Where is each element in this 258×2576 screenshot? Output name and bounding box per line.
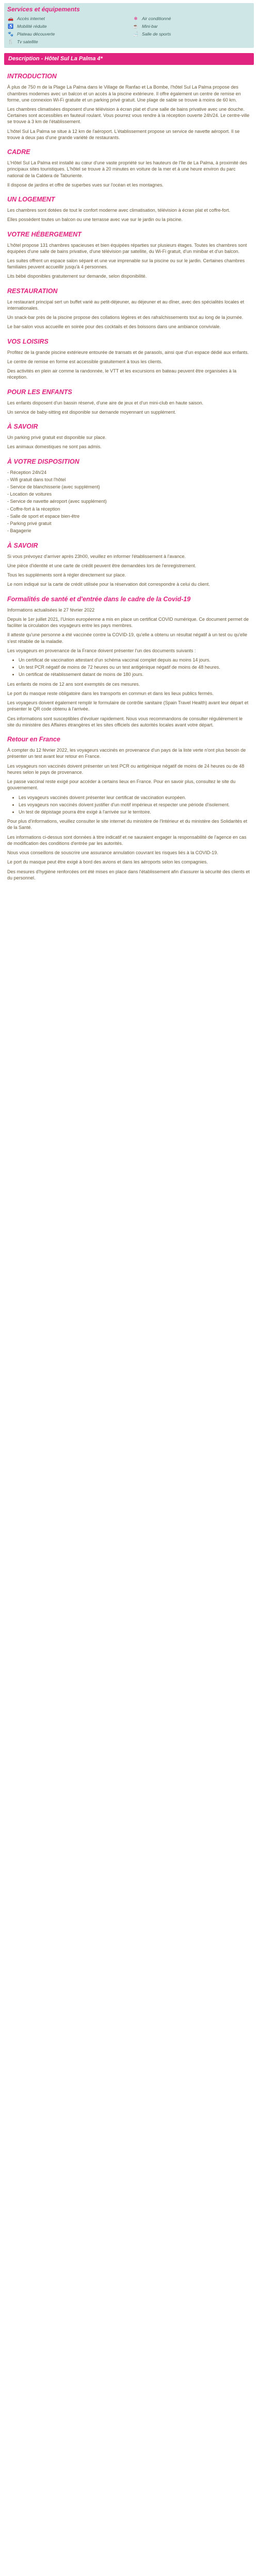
- paragraph: Les chambres sont dotées de tout le confort moderne avec climatisation, télévision à écran plat et coffre-fort.: [7, 208, 231, 213]
- logement-text: [7, 207, 251, 223]
- service-label: Plateau découverte: [17, 31, 55, 37]
- service-icon: ☕: [133, 24, 139, 29]
- paragraph: Il dispose de jardins et offre de superbes vues sur l'océan et les montagnes.: [7, 182, 164, 188]
- cadre-title: CADRE: [7, 148, 30, 156]
- paragraph: Les informations ci-dessus sont données à titre indicatif et ne sauraient engager la responsabilité de l'agence en cas de modification des conditions d'entrée par les autorités.: [7, 834, 247, 846]
- paragraph: L'Hôtel Sul La Palma est installé au cœur d'une vaste propriété sur les hauteurs de l'île de La Palma, à proximité des principaux sites touristiques. L'hôtel se trouve à 20 minutes en voiture de la mer et à une heure environ du parc national de la Caldera de Taburiente.: [7, 160, 247, 178]
- service-label: Air conditionné: [142, 15, 171, 21]
- list-item: - Wifi gratuit dans tout l'hôtel: [7, 477, 66, 482]
- intro-title: INTRODUCTION: [7, 73, 57, 80]
- covid-text: [7, 616, 251, 654]
- savoir-title: À SAVOIR: [7, 423, 38, 431]
- description-bar: Description - Hôtel Sul La Palma 4*: [4, 53, 254, 65]
- paragraph: Les animaux domestiques ne sont pas admis.: [7, 444, 102, 450]
- covid-end-text: [7, 818, 251, 881]
- service-icon: 🚗: [8, 16, 14, 22]
- service-item: [7, 39, 126, 45]
- paragraph: Les voyageurs non vaccinés doivent présenter un test PCR ou antigénique négatif de moins de 24 heures ou de 48 heures selon le pays de provenance.: [7, 763, 245, 775]
- restauration-text: [7, 299, 251, 330]
- service-label: Tv satellite: [17, 39, 38, 44]
- service-icon: 🐾: [8, 31, 14, 37]
- list-item: - Service de blanchisserie (avec supplément): [7, 484, 100, 489]
- loisirs-title: VOS LOISIRS: [7, 337, 49, 345]
- service-label: Mobilité réduite: [17, 23, 47, 29]
- enfants-title: POUR LES ENFANTS: [7, 388, 72, 396]
- services-title: Services et équipements: [7, 6, 80, 13]
- list-item: • Les voyageurs vaccinés doivent présenter leur certificat de vaccination européen.: [19, 794, 251, 801]
- covid-list: [7, 657, 251, 678]
- paragraph: Un service de baby-sitting est disponible sur demande moyennant un supplément.: [7, 409, 176, 415]
- service-item: [132, 23, 251, 29]
- services-panel: [4, 3, 254, 48]
- cadre-text: [7, 160, 251, 188]
- a-savoir-title: À SAVOIR: [7, 541, 38, 549]
- list-item: • Un certificat de rétablissement datant de moins de 180 jours.: [19, 671, 251, 677]
- hotel-detail-page: [0, 0, 258, 889]
- paragraph: Le port du masque reste obligatoire dans les transports en commun et dans les lieux publics fermés.: [7, 690, 214, 696]
- paragraph: Le passe vaccinal reste exigé pour accéder à certains lieux en France. Pour en savoir plus, consultez le site du gouvernement.: [7, 779, 236, 791]
- covid-more-text: [7, 681, 251, 728]
- service-item: [7, 15, 126, 22]
- disposition-list: [7, 469, 251, 534]
- paragraph: Ces informations sont susceptibles d'évoluer rapidement. Nous vous recommandons de consulter régulièrement le site du ministère des Affaires étrangères et les sites officiels des autorités locales avant votre départ.: [7, 716, 243, 727]
- paragraph: Elles possèdent toutes un balcon ou une terrasse avec vue sur le jardin ou la piscine.: [7, 217, 183, 223]
- list-item: • Un certificat de vaccination attestant d'un schéma vaccinal complet depuis au moins 14 jours.: [19, 657, 251, 663]
- list-item: - Coffre-fort à la réception: [7, 506, 60, 512]
- paragraph: Une pièce d'identité et une carte de crédit peuvent être demandées lors de l'enregistrement.: [7, 563, 197, 568]
- service-icon: 🛁: [133, 31, 139, 37]
- paragraph: Les suites offrent un espace salon séparé et une vue imprenable sur la piscine ou sur le jardin. Certaines chambres familiales peuvent accueillir jusqu'à 4 personnes.: [7, 258, 245, 270]
- retour-title: Retour en France: [7, 736, 60, 743]
- covid-title: Formalités de santé et d'entrée dans le cadre de la Covid-19: [7, 595, 191, 603]
- retour-text: [7, 747, 251, 791]
- paragraph: L'hôtel Sul La Palma se situe à 12 km de l'aéroport. L'établissement propose un service de navette aéroport. Il se trouve à deux pas d'une grande variété de restaurants.: [7, 128, 240, 140]
- paragraph: Le bar-salon vous accueille en soirée pour des cocktails et des boissons dans une ambiance conviviale.: [7, 324, 221, 330]
- list-item: - Réception 24h/24: [7, 469, 47, 475]
- paragraph: Les chambres climatisées disposent d'une télévision à écran plat et d'une salle de bains privative avec une douche. Certaines sont accessibles en fauteuil roulant. Vous pourrez vous rendre à la réception ouverte 24h/24. Le centre-ville se trouve à 3 km de l'établissement.: [7, 106, 250, 125]
- list-item: - Parking privé gratuit: [7, 521, 52, 527]
- loisirs-text: [7, 349, 251, 381]
- paragraph: Il atteste qu'une personne a été vaccinée contre la COVID-19, qu'elle a obtenu un résultat négatif à un test ou qu'elle s'est rétablie de la maladie.: [7, 632, 247, 644]
- paragraph: Les voyageurs doivent également remplir le formulaire de contrôle sanitaire (Spain Travel Health) avant leur départ et présenter le QR code obtenu à l'arrivée.: [7, 700, 249, 712]
- paragraph: Nous vous conseillons de souscrire une assurance annulation couvrant les risques liés à la COVID-19.: [7, 850, 218, 856]
- service-label: Salle de sports: [142, 31, 171, 37]
- paragraph: Si vous prévoyez d'arriver après 23h00, veuillez en informer l'établissement à l'avance.: [7, 553, 186, 559]
- savoir-text: [7, 434, 251, 450]
- paragraph: À compter du 12 février 2022, les voyageurs vaccinés en provenance d'un pays de la liste verte n'ont plus besoin de présenter un test avant leur retour en France.: [7, 748, 246, 759]
- service-item: [132, 15, 251, 22]
- paragraph: Le centre de remise en forme est accessible gratuitement à tous les clients.: [7, 359, 163, 364]
- restauration-title: RESTAURATION: [7, 287, 58, 295]
- retour-list: [7, 794, 251, 816]
- paragraph: Les voyageurs en provenance de la France doivent présenter l'un des documents suivants :: [7, 648, 196, 653]
- service-item: [7, 31, 126, 37]
- paragraph: L'hôtel propose 131 chambres spacieuses et bien équipées réparties sur plusieurs étages. Toutes les chambres sont équipées d'une salle de bains privative, d'une télévision par satellite, du Wi-Fi gratuit, d'un minibar et d'un balcon.: [7, 242, 247, 254]
- list-item: - Location de voitures: [7, 492, 52, 497]
- paragraph: Un parking privé gratuit est disponible sur place.: [7, 435, 107, 440]
- logement-title: UN LOGEMENT: [7, 196, 55, 204]
- list-item: • Un test PCR négatif de moins de 72 heures ou un test antigénique négatif de moins de 48 heures.: [19, 664, 251, 670]
- service-label: Accès internet: [17, 15, 45, 21]
- list-item: - Service de navette aéroport (avec supplément): [7, 499, 107, 504]
- paragraph: À plus de 750 m de la Plage La Palma dans le Village de Ranfao et La Bombe, l'hôtel Sul La Palma propose des chambres modernes avec un balcon et un accès à la piscine extérieure. Il offre également un centre de remise en forme, une connexion Wi-Fi gratuite et un parking privé gratuit. Une plage de sable se trouve à moins de 60 km.: [7, 84, 241, 103]
- paragraph: Lits bébé disponibles gratuitement sur demande, selon disponibilité.: [7, 274, 147, 279]
- paragraph: Pour plus d'informations, veuillez consulter le site internet du ministère de l'Intérieur et du ministère des Solidarités et de la Santé.: [7, 819, 248, 831]
- service-item: [132, 31, 251, 37]
- paragraph: Depuis le 1er juillet 2021, l'Union européenne a mis en place un certificat COVID numérique. Ce document permet de faciliter la circulation des voyageurs entre les pays membres.: [7, 616, 249, 629]
- intro-text: [7, 84, 251, 141]
- paragraph: Le port du masque peut être exigé à bord des avions et dans les aéroports selon les compagnies.: [7, 859, 208, 865]
- service-item: [7, 23, 126, 29]
- service-icon: 🍴: [8, 39, 14, 45]
- paragraph: Le nom indiqué sur la carte de crédit utilisée pour la réservation doit correspondre à celui du client.: [7, 582, 210, 587]
- hebergement-title: VOTRE HÉBERGEMENT: [7, 230, 82, 238]
- paragraph: Le restaurant principal sert un buffet varié au petit-déjeuner, au déjeuner et au dîner, avec des spécialités locales et internationales.: [7, 299, 245, 311]
- paragraph: Tous les suppléments sont à régler directement sur place.: [7, 572, 126, 578]
- disposition-title: À VOTRE DISPOSITION: [7, 457, 79, 465]
- paragraph: Des mesures d'hygiène renforcées ont été mises en place dans l'établissement afin d'assurer la sécurité des clients et du personnel.: [7, 869, 250, 880]
- paragraph: Un snack-bar près de la piscine propose des collations légères et des rafraîchissements tout au long de la journée.: [7, 315, 244, 320]
- paragraph: Profitez de la grande piscine extérieure entourée de transats et de parasols, ainsi que d'un espace dédié aux enfants.: [7, 349, 249, 355]
- a-savoir-text: [7, 553, 251, 588]
- service-label: Mini-bar: [142, 23, 158, 29]
- enfants-text: [7, 400, 251, 415]
- list-item: - Bagagerie: [7, 528, 31, 534]
- list-item: • Un test de dépistage pourra être exigé à l'arrivée sur le territoire.: [19, 809, 251, 815]
- paragraph: Les enfants disposent d'un bassin réservé, d'une aire de jeux et d'un mini-club en haute saison.: [7, 400, 203, 405]
- covid-subtitle: Informations actualisées le 27 février 2022: [7, 607, 95, 613]
- hebergement-text: [7, 242, 251, 280]
- paragraph: Les enfants de moins de 12 ans sont exemptés de ces mesures.: [7, 681, 140, 687]
- services-grid: [7, 15, 251, 45]
- list-item: - Salle de sport et espace bien-être: [7, 513, 80, 519]
- service-icon: ❄: [134, 16, 138, 22]
- list-item: • Les voyageurs non vaccinés doivent justifier d'un motif impérieux et respecter une période d'isolement.: [19, 802, 251, 808]
- paragraph: Des activités en plein air comme la randonnée, le VTT et les excursions en bateau peuvent être organisées à la réception.: [7, 368, 237, 380]
- description-content: [0, 72, 258, 889]
- service-icon: ♿: [8, 24, 14, 29]
